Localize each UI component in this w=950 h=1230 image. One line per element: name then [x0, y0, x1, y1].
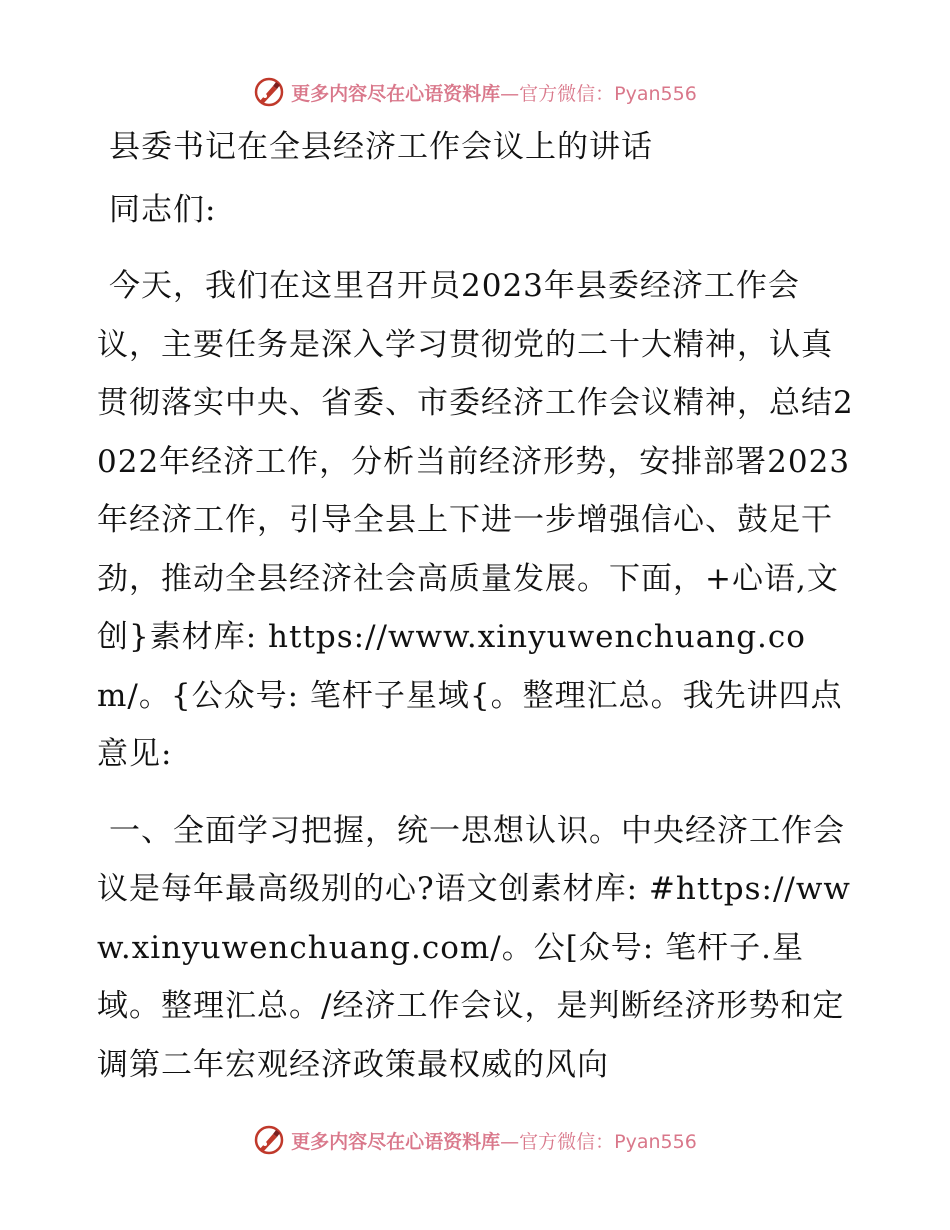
document-title: 县委书记在全县经济工作会议上的讲话	[109, 129, 653, 165]
watermark-wechat-text: 官方微信：Pyan556	[519, 82, 697, 105]
document-greeting: 同志们:	[109, 191, 217, 228]
header-watermark	[0, 70, 950, 114]
paragraph-section-one: 一、全面学习把握，统一思想认识。中央经济工作会议是每年最高级别的心?语文创素材库: #https://www.xinyuwenchuang.com/。公[众号: 笔杆子.星域。整理汇总。/经济工作会议，是判断经济形势和定调第二年宏观经济政策最权威的风向	[97, 812, 851, 1083]
document-body	[97, 118, 857, 1094]
watermark-dash: —	[500, 82, 520, 105]
watermark-wechat-text: 官方微信：Pyan556	[519, 1130, 697, 1153]
pen-logo-icon	[253, 1124, 285, 1156]
pen-logo-icon	[253, 76, 285, 108]
watermark-main-text: 更多内容尽在心语资料库	[291, 1130, 501, 1153]
watermark-main-text: 更多内容尽在心语资料库	[291, 82, 501, 105]
watermark-text	[291, 79, 697, 106]
watermark-text	[291, 1127, 697, 1154]
footer-watermark	[0, 1118, 950, 1162]
watermark-dash: —	[500, 1130, 520, 1153]
paragraph-intro: 今天，我们在这里召开员2023年县委经济工作会议，主要任务是深入学习贯彻党的二十大精神，认真贯彻落实中央、省委、市委经济工作会议精神，总结2022年经济工作，分析当前经济形势，安排部署2023年经济工作，引导全县上下进一步增强信心、鼓足干劲，推动全县经济社会高质量发展。下面，+心语,文创}素材库: https://www.xinyuwenchuang.com/。{公众号: 笔杆子星域{。整理汇总。我先讲四点意见:	[97, 268, 854, 772]
